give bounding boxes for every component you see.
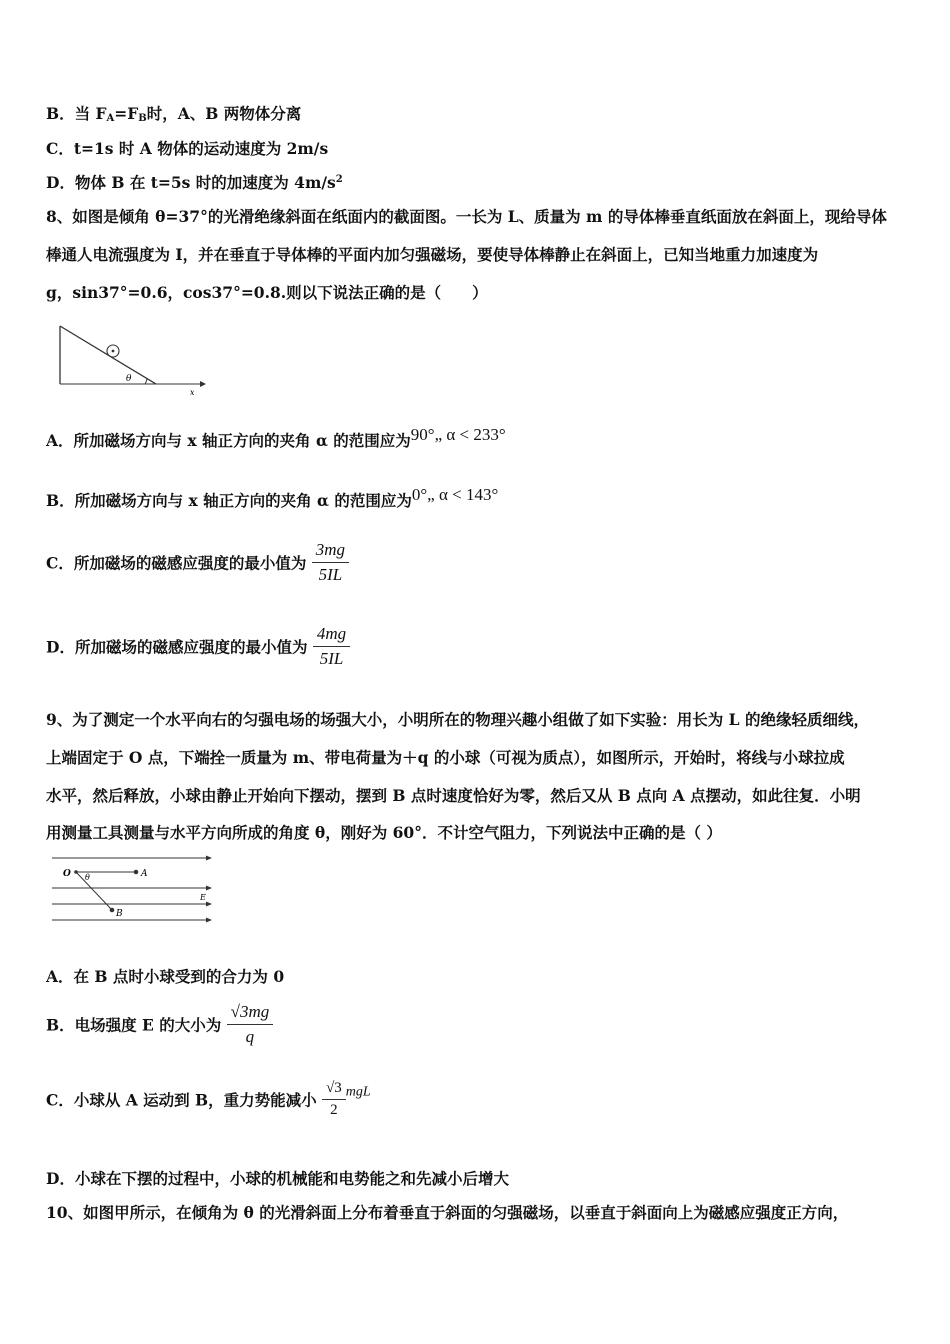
q7-option-d: D．物体 B 在 t=5s 时的加速度为 $4m/s^2$ [46, 173, 343, 192]
q8-option-c-fraction: $\frac{3mg}{5IL}$ [312, 540, 349, 585]
q9-stem-line3: 水平，然后释放，小球由静止开始向下摆动，摆到 B 点时速度恰好为零，然后又从 B 点向 A 点摆动，如此往复．小明 [46, 786, 861, 805]
q7-option-b: B．当 $F_A=F_B$时，A、B 两物体分离 [46, 104, 302, 124]
q9-fig-B: B [116, 909, 123, 919]
q8-option-c: C．所加磁场的磁感应强度的最小值为 $\frac{3mg}{5IL}$ [46, 540, 349, 585]
q9-option-a: A．在 B 点时小球受到的合力为 0 [46, 967, 285, 986]
q8-option-b: B．所加磁场方向与 x 轴正方向的夹角 α 的范围应为0°„ α < 143° [46, 485, 499, 510]
q8-option-d: D．所加磁场的磁感应强度的最小值为 $\frac{4mg}{5IL}$ [46, 624, 350, 669]
q9-fig-theta: θ [85, 873, 90, 882]
q8-fig-x: x [190, 388, 195, 397]
q9-fig-E: E [200, 893, 206, 902]
q9-option-b: B．电场强度 E 的大小为 $\frac{√3mg}{q}$ [46, 1002, 273, 1047]
q7-option-c: C．t=1s 时 A 物体的运动速度为 2m/s [46, 139, 329, 158]
q8-option-a: A．所加磁场方向与 x 轴正方向的夹角 α 的范围应为90°„ α < 233° [46, 425, 506, 450]
q10-stem-line1: 10、如图甲所示，在倾角为 θ 的光滑斜面上分布着垂直于斜面的匀强磁场，以垂直于斜面向上为磁感应强度正方向， [46, 1203, 849, 1222]
q9-fig-A: A [141, 869, 148, 879]
q8-fig-theta: θ [126, 374, 132, 384]
q9-option-b-fraction: $\frac{√3mg}{q}$ [227, 1002, 274, 1047]
q9-field-figure [48, 852, 218, 924]
q9-option-c-fraction: $\frac{√3}{2}$ [322, 1080, 346, 1119]
q9-stem-line2: 上端固定于 O 点，下端拴一质量为 m、带电荷量为＋q 的小球（可视为质点），如图所示，开始时，将线与小球拉成 [46, 748, 845, 767]
q9-stem-line4: 用测量工具测量与水平方向所成的角度 θ，刚好为 60°．不计空气阻力，下列说法中正确的是（ ） [46, 823, 722, 842]
q9-option-c: C．小球从 A 运动到 B，重力势能减小 $\frac{√3}{2}$ mgL [46, 1080, 371, 1118]
q8-stem-line3: g，sin37°=0.6，cos37°=0.8.则以下说法正确的是（ ） [46, 283, 488, 302]
q8-incline-figure [50, 318, 210, 398]
q8-stem-line1: 8、如图是倾角 θ=37°的光滑绝缘斜面在纸面内的截面图。一长为 L、质量为 m 的导体棒垂直纸面放在斜面上，现给导体 [46, 207, 887, 226]
q9-fig-O: O [63, 869, 71, 879]
q8-option-d-fraction: $\frac{4mg}{5IL}$ [313, 624, 350, 669]
q8-stem-line2: 棒通人电流强度为 I，并在垂直于导体棒的平面内加匀强磁场，要使导体棒静止在斜面上，已知当地重力加速度为 [46, 245, 819, 264]
q9-option-d: D．小球在下摆的过程中，小球的机械能和电势能之和先减小后增大 [46, 1169, 509, 1188]
q9-stem-line1: 9、为了测定一个水平向右的匀强电场的场强大小，小明所在的物理兴趣小组做了如下实验：用长为 L 的绝缘轻质细线， [46, 710, 869, 729]
